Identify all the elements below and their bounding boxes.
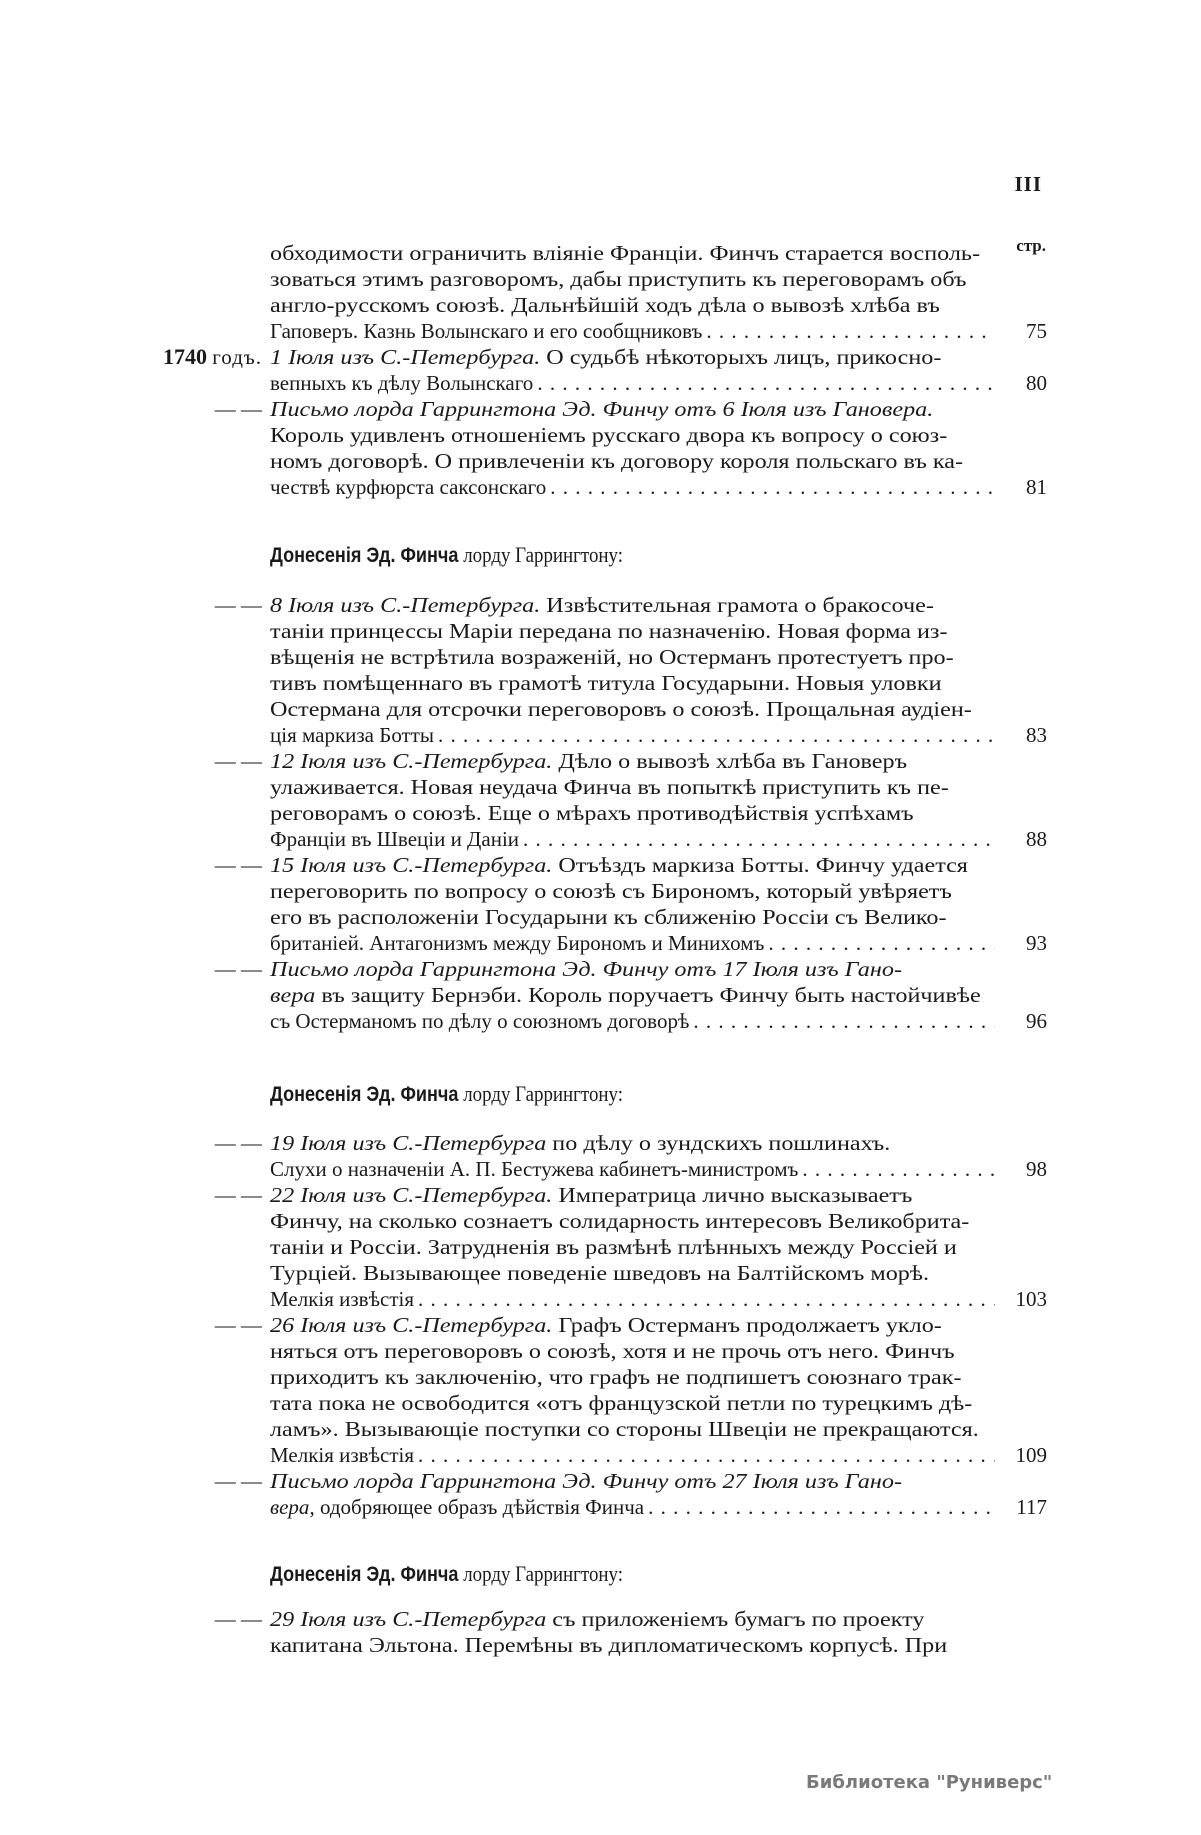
page-ref: 80	[1026, 371, 1047, 395]
heading-bold: Донесенія Эд. Финча	[270, 544, 459, 567]
body-line-with-leader	[270, 1156, 995, 1182]
page-ref: 75	[1026, 319, 1047, 343]
section-heading	[270, 1560, 623, 1589]
body-line: таніи и Россіи. Затрудненія въ размѣнѣ плѣнныхъ между Россіей и	[270, 1235, 957, 1259]
entry-text: Извѣстительная грамота о бракосоче-	[540, 593, 934, 617]
dot-leader	[550, 474, 995, 500]
body-line: Остермана для отсрочки переговоровъ о союзѣ. Прощальная аудіен-	[270, 697, 972, 721]
entry-first-line	[270, 1182, 912, 1208]
entry-text: въ защиту Бернэби. Король поручаетъ Финчу быть настойчивѣе	[315, 983, 981, 1007]
dot-leader	[523, 826, 995, 852]
entry-date: 19 Іюля изъ С.-Петербурга	[270, 1131, 547, 1155]
entry-first-line	[270, 1468, 902, 1494]
body-line-with-leader	[270, 930, 995, 956]
page-ref: 109	[1015, 1443, 1047, 1467]
entry-date: 22 Іюля изъ С.-Петербурга.	[270, 1183, 553, 1207]
entry-text: чествѣ курфюрста саксонскаго	[270, 475, 547, 499]
entry-first-line	[270, 1312, 942, 1338]
body-line-with-leader	[270, 1442, 995, 1468]
entry-date: 29 Іюля изъ С.-Петербурга	[270, 1607, 547, 1631]
page-ref: 88	[1026, 827, 1047, 851]
entry-date: 26 Іюля изъ С.-Петербурга.	[270, 1313, 553, 1337]
section-heading	[270, 1080, 623, 1109]
entry-title: Письмо лорда Гаррингтона Эд. Финчу отъ 17 Іюля изъ Гано-	[270, 957, 902, 981]
body-line: переговорить по вопросу о союзѣ съ Бирономъ, который увѣряетъ	[270, 879, 952, 903]
entry-first-line	[270, 592, 934, 618]
entry-text: Отъѣздъ маркиза Ботты. Финчу удается	[552, 853, 968, 877]
entry-text	[270, 1494, 644, 1520]
ditto-marker: — —	[214, 749, 262, 773]
dot-leader	[693, 1008, 995, 1034]
body-line-with-leader	[270, 1286, 995, 1312]
body-line: капитана Эльтона. Перемѣны въ дипломатическомъ корпусѣ. При	[270, 1633, 948, 1657]
entry-text: по дѣлу о зундскихъ пошлинахъ.	[546, 1131, 891, 1155]
entry-text: съ Остерманомъ по дѣлу о союзномъ договорѣ	[270, 1009, 690, 1033]
library-watermark: Библиотека "Руниверс"	[806, 1772, 1053, 1793]
body-line-with-leader	[270, 318, 995, 344]
entry-text: британіей. Антагонизмъ между Бирономъ и Минихомъ	[270, 931, 765, 955]
entry-date: 8 Іюля изъ С.-Петербурга.	[270, 593, 541, 617]
heading-rest: лорду Гаррингтону:	[458, 1561, 624, 1586]
page-ref: 83	[1026, 723, 1047, 747]
dot-leader	[418, 1442, 995, 1468]
page-ref: 93	[1026, 931, 1047, 955]
body-line: англо-русскомъ союзѣ. Дальнѣйшій ходъ дѣла о вывозѣ хлѣба въ	[270, 293, 940, 317]
body-line: тата пока не освободится «отъ французской петли по турецкимъ дѣ-	[270, 1391, 973, 1415]
page-ref: 98	[1026, 1157, 1047, 1181]
page-ref: 117	[1016, 1495, 1047, 1519]
dot-leader	[802, 1156, 995, 1182]
entry-first-line	[270, 1606, 924, 1632]
entry-title: Письмо лорда Гаррингтона Эд. Финчу отъ 27 Іюля изъ Гано-	[270, 1469, 902, 1493]
entry-first-line	[270, 956, 902, 982]
body-line: улаживается. Новая неудача Финча въ попыткѣ приступить къ пе-	[270, 775, 949, 799]
entry-text: Франціи въ Швеціи и Даніи	[270, 827, 520, 851]
entry-text: Дѣло о вывозѣ хлѣба въ Гановеръ	[552, 749, 908, 773]
body-line: Турціей. Вызывающее поведеніе шведовъ на Балтійскомъ морѣ.	[270, 1261, 930, 1285]
body-line: Финчу, на сколько сознаетъ солидарность интересовъ Великобрита-	[270, 1209, 970, 1233]
dot-leader	[648, 1494, 995, 1520]
ditto-marker: — —	[214, 1607, 262, 1631]
entry-text: О судьбѣ нѣкоторыхъ лицъ, прикосно-	[540, 345, 942, 369]
body-line: ламъ». Вызывающіе поступки со стороны Швеціи не прекращаются.	[270, 1417, 979, 1441]
body-line-with-leader	[270, 474, 995, 500]
running-head-page-number: III	[1014, 172, 1042, 196]
heading-rest: лорду Гаррингтону:	[458, 1081, 624, 1106]
ditto-marker: — —	[214, 1131, 262, 1155]
page-column-label: стр.	[1016, 236, 1046, 255]
body-line-with-leader	[270, 826, 995, 852]
entry-text: Слухи о назначеніи А. П. Бестужева кабинетъ-министромъ	[270, 1157, 799, 1181]
entry-text: ція маркиза Ботты	[270, 723, 435, 747]
year-marker	[140, 344, 262, 370]
entry-text: вепныхъ къ дѣлу Волынскаго	[270, 371, 534, 395]
entry-first-line	[270, 396, 933, 422]
entry-text: Мелкія извѣстія	[270, 1443, 414, 1467]
dot-leader	[418, 1286, 995, 1312]
ditto-marker: — —	[214, 957, 262, 981]
entry-date: 1 Іюля изъ С.-Петербурга.	[270, 345, 541, 369]
body-line: обходимости ограничить вліяніе Франціи. Финчъ старается восполь-	[270, 241, 980, 265]
year-word: годъ.	[212, 345, 262, 369]
entry-date: 12 Іюля изъ С.-Петербурга.	[270, 749, 553, 773]
dot-leader	[438, 722, 995, 748]
entry-text: съ приложеніемъ бумагъ по проекту	[546, 1607, 925, 1631]
body-line: няться отъ переговоровъ о союзѣ, хотя и не прочь отъ него. Финчъ	[270, 1339, 955, 1363]
entry-first-line	[270, 852, 968, 878]
body-line: тивъ помѣщеннаго въ грамотѣ титула Государыни. Новыя уловки	[270, 671, 942, 695]
heading-bold: Донесенія Эд. Финча	[270, 1083, 459, 1106]
dot-leader	[706, 318, 995, 344]
body-line: зоваться этимъ разговоромъ, дабы приступить къ переговорамъ объ	[270, 267, 967, 291]
body-line-with-leader	[270, 1494, 995, 1520]
entry-text: Графъ Остерманъ продолжаетъ укло-	[552, 1313, 942, 1337]
ditto-marker: — —	[214, 1313, 262, 1337]
body-line: приходитъ къ заключенію, что графъ не подпишетъ союзнаго трак-	[270, 1365, 962, 1389]
entry-title-continued: вера	[270, 1495, 310, 1519]
year-number: 1740	[162, 344, 207, 369]
body-line-with-leader	[270, 722, 995, 748]
section-heading	[270, 541, 623, 570]
heading-bold: Донесенія Эд. Финча	[270, 1563, 459, 1586]
ditto-marker: — —	[214, 1183, 262, 1207]
page-ref: 103	[1015, 1287, 1047, 1311]
ditto-marker: — —	[214, 853, 262, 877]
ditto-marker: — —	[214, 397, 262, 421]
ditto-marker: — —	[214, 593, 262, 617]
body-line: номъ договорѣ. О привлеченіи къ договору короля польскаго въ ка-	[270, 449, 964, 473]
entry-first-line	[270, 1130, 890, 1156]
heading-rest: лорду Гаррингтону:	[458, 542, 624, 567]
body-line-with-leader	[270, 370, 995, 396]
dot-leader	[768, 930, 995, 956]
entry-title-continued: вера	[270, 983, 316, 1007]
entry-text: Гаповеръ. Казнь Волынскаго и его сообщниковъ	[270, 319, 703, 343]
entry-first-line	[270, 344, 941, 370]
body-line: вѣщенія не встрѣтила возраженій, но Остерманъ протестуетъ про-	[270, 645, 954, 669]
body-line: Король удивленъ отношеніемъ русскаго двора къ вопросу о союз-	[270, 423, 948, 447]
entry-text-rest: , одобряющее образъ дѣйствія Финча	[309, 1495, 645, 1519]
entry-text: Мелкія извѣстія	[270, 1287, 414, 1311]
entry-text: Императрица лично высказываетъ	[552, 1183, 913, 1207]
body-line: реговорамъ о союзѣ. Еще о мѣрахъ противодѣйствія успѣхамъ	[270, 801, 914, 825]
page-ref: 96	[1026, 1009, 1047, 1033]
dot-leader	[537, 370, 995, 396]
body-line: таніи принцессы Маріи передана по назначенію. Новая форма из-	[270, 619, 948, 643]
entry-date: 15 Іюля изъ С.-Петербурга.	[270, 853, 553, 877]
entry-title: Письмо лорда Гаррингтона Эд. Финчу отъ 6 Іюля изъ Гановера.	[270, 397, 934, 421]
body-line-with-leader	[270, 1008, 995, 1034]
body-line: его въ расположеніи Государыни къ сближенію Россіи съ Велико-	[270, 905, 947, 929]
ditto-marker: — —	[214, 1469, 262, 1493]
entry-second-line	[270, 982, 981, 1008]
entry-first-line	[270, 748, 907, 774]
page-ref: 81	[1026, 475, 1047, 499]
